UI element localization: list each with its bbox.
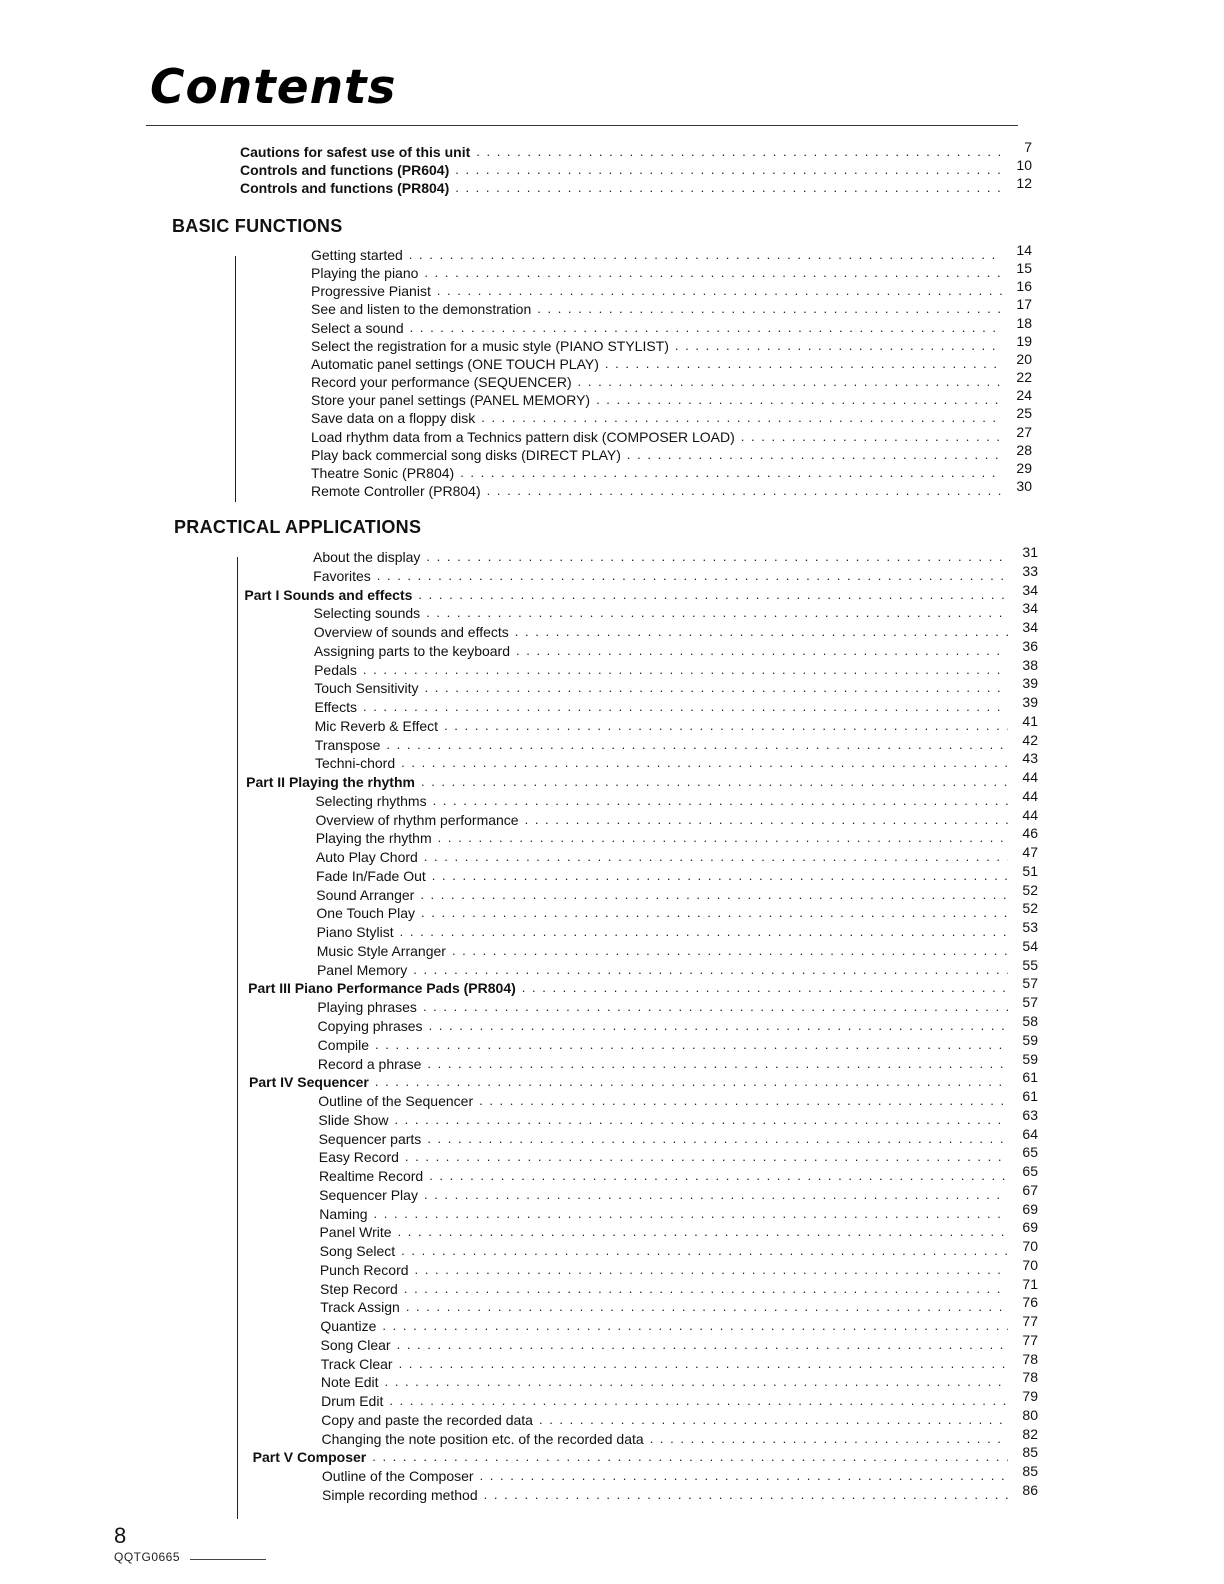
toc-dot-leader (433, 792, 1008, 810)
toc-page-number: 69 (1022, 1219, 1038, 1236)
toc-entry-title: Theatre Sonic (PR804) (311, 464, 455, 481)
toc-entry-title: Copying phrases (317, 1018, 423, 1034)
practical-applications-bar (237, 557, 238, 1519)
toc-entry (320, 1313, 1038, 1335)
toc-entry (320, 1350, 1038, 1373)
toc-entry (321, 1388, 1038, 1410)
toc-entry-title: Touch Sensitivity (314, 680, 419, 697)
toc-entry-title: Select the registration for a music style (PIANO STYLIST) (311, 337, 669, 354)
toc-page-number: 70 (1022, 1238, 1038, 1255)
toc-entry (314, 750, 1038, 772)
toc-entry-title: Note Edit (320, 1374, 379, 1391)
toc-entry-title: Play back commercial song disks (DIRECT PLAY) (311, 446, 621, 463)
toc-entry-title: Auto Play Chord (315, 849, 418, 866)
toc-page-number: 41 (1022, 712, 1038, 729)
toc-page-number: 64 (1022, 1125, 1038, 1142)
toc-entry-title: Playing phrases (317, 999, 417, 1016)
toc-page-number: 25 (1016, 405, 1032, 422)
toc-dot-leader (399, 1355, 1008, 1373)
toc-part-entry (248, 975, 1038, 997)
toc-entry-title: Sound Arranger (316, 886, 415, 903)
toc-page-number: 18 (1016, 314, 1032, 331)
toc-entry (321, 1425, 1038, 1448)
toc-entry (311, 477, 1032, 500)
toc-entry (318, 1144, 1038, 1166)
toc-page-number: 34 (1022, 619, 1038, 636)
toc-entry-title: Music Style Arranger (316, 942, 446, 959)
document-code-rule (190, 1559, 266, 1560)
toc-entry-title: Store your panel settings (PANEL MEMORY) (311, 392, 591, 409)
toc-dot-leader (479, 1092, 1008, 1110)
toc-dot-leader (424, 264, 1002, 282)
toc-dot-leader (400, 923, 1008, 941)
toc-dot-leader (401, 1242, 1008, 1260)
toc-page-number: 78 (1022, 1350, 1038, 1367)
toc-entry-title: Load rhythm data from a Technics pattern disk (COMPOSER LOAD) (311, 428, 735, 445)
toc-entry (320, 1331, 1038, 1354)
toc-dot-leader (741, 428, 1002, 446)
toc-page-number: 65 (1022, 1163, 1038, 1180)
toc-entry-title: Track Clear (320, 1355, 393, 1372)
toc-dot-leader (522, 979, 1008, 997)
toc-dot-leader (596, 391, 1002, 409)
toc-entry (315, 844, 1038, 866)
toc-page-number: 57 (1022, 975, 1038, 992)
toc-entry-title: Punch Record (319, 1261, 409, 1278)
toc-dot-leader (410, 319, 1002, 337)
toc-entry (311, 332, 1032, 355)
toc-page-number: 59 (1022, 1050, 1038, 1067)
toc-dot-leader (386, 736, 1008, 754)
toc-entry (313, 562, 1038, 585)
toc-entry-title: Overview of rhythm performance (315, 811, 519, 828)
toc-dot-leader (375, 1036, 1008, 1054)
toc-dot-leader (406, 1298, 1008, 1316)
toc-dot-leader (421, 773, 1008, 791)
toc-page-number: 31 (1022, 544, 1038, 560)
toc-entry-title: About the display (313, 549, 421, 565)
toc-dot-leader (427, 1055, 1008, 1073)
toc-page-number: 85 (1022, 1444, 1038, 1461)
toc-page-number: 36 (1022, 637, 1038, 654)
toc-entry (316, 937, 1038, 960)
toc-entry-title: Track Assign (320, 1299, 400, 1316)
toc-page-number: 67 (1022, 1181, 1038, 1198)
toc-entry (311, 423, 1032, 446)
toc-page-number: 54 (1022, 937, 1038, 954)
toc-entry-title: Automatic panel settings (ONE TOUCH PLAY) (311, 355, 599, 372)
toc-page-number: 51 (1022, 862, 1038, 879)
document-code: QQTG0665 (114, 1550, 181, 1564)
toc-entry (317, 1013, 1039, 1035)
toc-page-number: 76 (1022, 1294, 1038, 1311)
toc-page-number: 20 (1016, 350, 1032, 367)
toc-page-number: 43 (1022, 750, 1038, 767)
toc-dot-leader (650, 1430, 1008, 1448)
toc-entry (316, 862, 1038, 885)
toc-entry (315, 787, 1038, 810)
toc-dot-leader (405, 1148, 1008, 1166)
toc-page-number: 10 (1016, 157, 1032, 173)
toc-page-number: 52 (1022, 900, 1038, 917)
toc-entry (316, 900, 1038, 922)
toc-dot-leader (429, 1167, 1008, 1185)
toc-entry (313, 637, 1038, 660)
toc-entry (314, 712, 1038, 735)
toc-entry-title: Sequencer parts (318, 1130, 422, 1147)
toc-entry-title: Quantize (320, 1318, 377, 1335)
toc-entry-title: Panel Write (319, 1224, 392, 1241)
toc-page-number: 44 (1022, 787, 1038, 804)
toc-entry (317, 1050, 1038, 1073)
toc-entry (317, 1031, 1038, 1054)
toc-part-entry (246, 769, 1038, 791)
toc-entry (320, 1275, 1038, 1298)
toc-page-number: 19 (1016, 332, 1032, 349)
toc-entry-title: Remote Controller (PR804) (311, 482, 481, 499)
toc-dot-leader (397, 1336, 1008, 1354)
toc-dot-leader (363, 698, 1008, 716)
toc-page-number: 69 (1022, 1200, 1038, 1217)
toc-entry (313, 619, 1038, 641)
toc-entry-title: Song Clear (320, 1336, 391, 1353)
toc-entry-title: Song Select (319, 1243, 396, 1260)
toc-page-number: 17 (1016, 296, 1032, 313)
toc-entry (315, 825, 1038, 847)
toc-entry-title: One Touch Play (316, 905, 415, 922)
toc-entry-title: Part IV Sequencer (249, 1074, 369, 1091)
toc-dot-leader (413, 961, 1008, 979)
toc-dot-leader (627, 446, 1002, 464)
toc-entry-title: See and listen to the demonstration (311, 301, 532, 318)
toc-dot-leader (427, 1130, 1008, 1148)
toc-entry (320, 1369, 1038, 1391)
toc-dot-leader (382, 1317, 1008, 1335)
toc-dot-leader (455, 179, 1002, 197)
toc-entry-title: Save data on a floppy disk (311, 410, 476, 427)
toc-entry-title: Mic Reverb & Effect (314, 717, 439, 734)
page-number: 8 (114, 1523, 127, 1548)
toc-entry (311, 260, 1032, 282)
toc-entry-title: Easy Record (318, 1149, 399, 1166)
toc-page-number: 16 (1016, 278, 1032, 295)
toc-entry-title: Select a sound (311, 319, 404, 336)
toc-dot-leader (404, 1280, 1008, 1298)
basic-functions-heading: BASIC FUNCTIONS (172, 216, 343, 236)
toc-page-number: 79 (1022, 1388, 1038, 1405)
toc-dot-leader (437, 282, 1002, 300)
toc-dot-leader (389, 1392, 1008, 1410)
toc-entry (311, 350, 1032, 373)
toc-entry (313, 544, 1038, 566)
toc-dot-leader (515, 623, 1008, 641)
toc-entry (311, 369, 1032, 391)
toc-page-number: 34 (1022, 581, 1038, 598)
toc-page-number: 70 (1022, 1256, 1038, 1273)
toc-dot-leader (425, 679, 1008, 697)
toc-dot-leader (426, 604, 1008, 622)
toc-page-number: 57 (1022, 994, 1038, 1011)
toc-entry-title: Overview of sounds and effects (313, 624, 509, 641)
toc-dot-leader (539, 1411, 1008, 1429)
toc-page-number: 44 (1022, 769, 1038, 786)
toc-entry (321, 1406, 1038, 1429)
toc-entry-title: Simple recording method (322, 1487, 478, 1503)
basic-functions-bar (235, 256, 236, 502)
toc-entry (319, 1200, 1038, 1223)
toc-entry (319, 1256, 1038, 1279)
toc-page-number: 65 (1022, 1144, 1038, 1161)
toc-part-entry (249, 1069, 1038, 1091)
toc-dot-leader (424, 848, 1008, 866)
toc-page-number: 29 (1016, 459, 1032, 476)
toc-entry-title: Pedals (314, 661, 357, 678)
toc-dot-leader (424, 1186, 1008, 1204)
toc-dot-leader (426, 548, 1008, 566)
toc-page-number: 24 (1016, 387, 1032, 404)
toc-entry-title: Record a phrase (317, 1055, 422, 1072)
toc-entry (313, 600, 1038, 622)
toc-dot-leader (421, 904, 1008, 922)
toc-entry-title: Playing the piano (311, 265, 419, 282)
toc-entry (319, 1238, 1038, 1260)
toc-part-entry (244, 581, 1038, 604)
toc-entry-title: Piano Stylist (316, 924, 394, 941)
toc-dot-leader (452, 942, 1008, 960)
toc-entry-title: Techni-chord (314, 755, 396, 772)
toc-entry (321, 1463, 1038, 1485)
toc-dot-leader (423, 998, 1008, 1016)
toc-page-number: 12 (1016, 175, 1032, 191)
toc-entry-title: Fade In/Fade Out (316, 867, 426, 884)
toc-entry (318, 1106, 1038, 1129)
toc-page-number: 80 (1022, 1406, 1038, 1423)
toc-entry (311, 459, 1032, 482)
toc-page-number: 39 (1022, 694, 1038, 711)
toc-dot-leader (401, 754, 1008, 772)
toc-page-number: 82 (1022, 1425, 1038, 1442)
toc-dot-leader (372, 1448, 1008, 1466)
toc-entry (311, 387, 1032, 409)
toc-entry (318, 1088, 1038, 1110)
toc-entry-title: Part III Piano Performance Pads (PR804) (248, 980, 516, 997)
toc-page-number: 38 (1022, 656, 1038, 673)
toc-entry (314, 656, 1038, 679)
toc-dot-leader (363, 661, 1008, 679)
toc-page-number: 55 (1022, 956, 1038, 973)
toc-dot-leader (675, 337, 1002, 355)
toc-entry (311, 278, 1032, 300)
toc-entry-title: Part V Composer (252, 1449, 367, 1466)
toc-page-number: 59 (1022, 1031, 1038, 1048)
toc-page-number: 44 (1022, 806, 1038, 823)
toc-entry (314, 675, 1038, 697)
toc-dot-leader (537, 300, 1002, 318)
toc-dot-leader (409, 246, 1002, 264)
toc-dot-leader (375, 1073, 1008, 1091)
toc-entry-title: Drum Edit (321, 1393, 384, 1410)
toc-page-number: 33 (1022, 562, 1038, 579)
toc-page-number: 86 (1022, 1482, 1038, 1498)
toc-entry (311, 242, 1032, 264)
toc-entry-title: Progressive Pianist (311, 283, 431, 300)
toc-dot-leader (487, 482, 1002, 500)
toc-part-entry (240, 175, 1032, 197)
toc-entry (314, 731, 1038, 754)
toc-entry-title: Naming (319, 1205, 368, 1222)
toc-entry-title: Part I Sounds and effects (244, 586, 413, 603)
toc-page-number: 61 (1022, 1069, 1038, 1086)
toc-part-entry (252, 1444, 1038, 1466)
toc-dot-leader (444, 717, 1008, 735)
toc-dot-leader (429, 1017, 1008, 1035)
toc-dot-leader (484, 1486, 1008, 1504)
toc-entry (311, 296, 1032, 318)
toc-entry-title: Controls and functions (PR604) (240, 162, 450, 178)
toc-part-entry (240, 157, 1032, 179)
toc-entry (315, 806, 1038, 829)
toc-page-number: 30 (1016, 477, 1032, 494)
toc-page-number: 61 (1022, 1088, 1038, 1105)
toc-entry (311, 405, 1032, 427)
toc-page-number: 15 (1016, 260, 1032, 277)
toc-page-number: 39 (1022, 675, 1038, 692)
toc-dot-leader (516, 642, 1008, 660)
toc-part-entry (240, 139, 1032, 161)
toc-entry-title: Assigning parts to the keyboard (313, 642, 511, 659)
toc-entry (314, 694, 1038, 716)
toc-page-number: 63 (1022, 1106, 1038, 1123)
title-rule (146, 125, 1018, 126)
toc-page-number: 77 (1022, 1331, 1038, 1348)
toc-dot-leader (578, 373, 1002, 391)
toc-page-number: 22 (1016, 369, 1032, 386)
toc-page-number: 71 (1022, 1275, 1038, 1292)
toc-page-number: 7 (1024, 139, 1032, 155)
toc-page-number: 47 (1022, 844, 1038, 861)
toc-dot-leader (398, 1223, 1008, 1241)
toc-entry (319, 1181, 1038, 1204)
toc-entry-title: Effects (314, 699, 357, 716)
toc-dot-leader (525, 811, 1008, 829)
toc-page-number: 42 (1022, 731, 1038, 748)
toc-entry-title: Playing the rhythm (315, 830, 432, 847)
toc-entry-title: Part II Playing the rhythm (246, 774, 415, 791)
toc-entry (318, 1163, 1038, 1185)
toc-entry-title: Outline of the Composer (321, 1468, 474, 1485)
toc-dot-leader (455, 161, 1002, 179)
toc-entry (322, 1482, 1038, 1504)
toc-entry (311, 314, 1032, 337)
toc-page-number: 78 (1022, 1369, 1038, 1386)
toc-entry-title: Panel Memory (316, 961, 408, 978)
toc-entry-title: Selecting rhythms (315, 792, 427, 809)
toc-entry-title: Sequencer Play (319, 1186, 418, 1203)
toc-entry (316, 919, 1038, 941)
toc-page-number: 53 (1022, 919, 1038, 936)
toc-page-number: 58 (1022, 1013, 1038, 1029)
toc-entry (316, 956, 1038, 979)
toc-page-number: 52 (1022, 881, 1038, 898)
toc-dot-leader (460, 464, 1002, 482)
toc-dot-leader (377, 567, 1008, 585)
page-title: Contents (150, 60, 397, 115)
toc-entry (320, 1294, 1038, 1316)
toc-entry-title: Selecting sounds (313, 605, 421, 622)
toc-entry (318, 1125, 1038, 1148)
toc-entry-title: Changing the note position etc. of the recorded data (321, 1430, 644, 1447)
toc-page-number: 77 (1022, 1313, 1038, 1330)
toc-dot-leader (374, 1205, 1008, 1223)
toc-dot-leader (605, 355, 1002, 373)
toc-dot-leader (476, 143, 1002, 161)
toc-entry-title: Copy and paste the recorded data (321, 1411, 533, 1428)
toc-entry (316, 881, 1038, 904)
toc-page-number: 85 (1022, 1463, 1038, 1480)
toc-entry (311, 441, 1032, 464)
toc-dot-leader (418, 586, 1008, 604)
toc-entry-title: Controls and functions (PR804) (240, 180, 450, 196)
toc-dot-leader (480, 1467, 1008, 1485)
toc-entry (319, 1219, 1038, 1241)
toc-entry (317, 994, 1038, 1016)
toc-entry-title: Transpose (314, 736, 381, 753)
toc-page-number: 46 (1022, 825, 1038, 842)
toc-entry-title: Getting started (311, 247, 403, 263)
toc-entry-title: Slide Show (318, 1111, 389, 1128)
toc-entry-title: Step Record (320, 1280, 398, 1297)
toc-entry-title: Favorites (313, 567, 371, 584)
toc-dot-leader (394, 1111, 1008, 1129)
toc-page-number: 28 (1016, 441, 1032, 458)
toc-dot-leader (415, 1261, 1008, 1279)
toc-entry-title: Realtime Record (318, 1168, 424, 1185)
toc-page-number: 27 (1016, 423, 1032, 440)
toc-dot-leader (385, 1373, 1008, 1391)
toc-page-number: 34 (1022, 600, 1038, 617)
toc-entry-title: Record your performance (SEQUENCER) (311, 374, 572, 391)
toc-dot-leader (432, 867, 1008, 885)
toc-dot-leader (420, 886, 1008, 904)
toc-page-number: 14 (1016, 242, 1032, 258)
toc-entry-title: Outline of the Sequencer (318, 1093, 474, 1110)
toc-entry-title: Compile (317, 1036, 370, 1053)
practical-applications-heading: PRACTICAL APPLICATIONS (174, 517, 422, 537)
toc-dot-leader (481, 409, 1002, 427)
toc-entry-title: Cautions for safest use of this unit (240, 144, 471, 160)
toc-dot-leader (438, 829, 1008, 847)
